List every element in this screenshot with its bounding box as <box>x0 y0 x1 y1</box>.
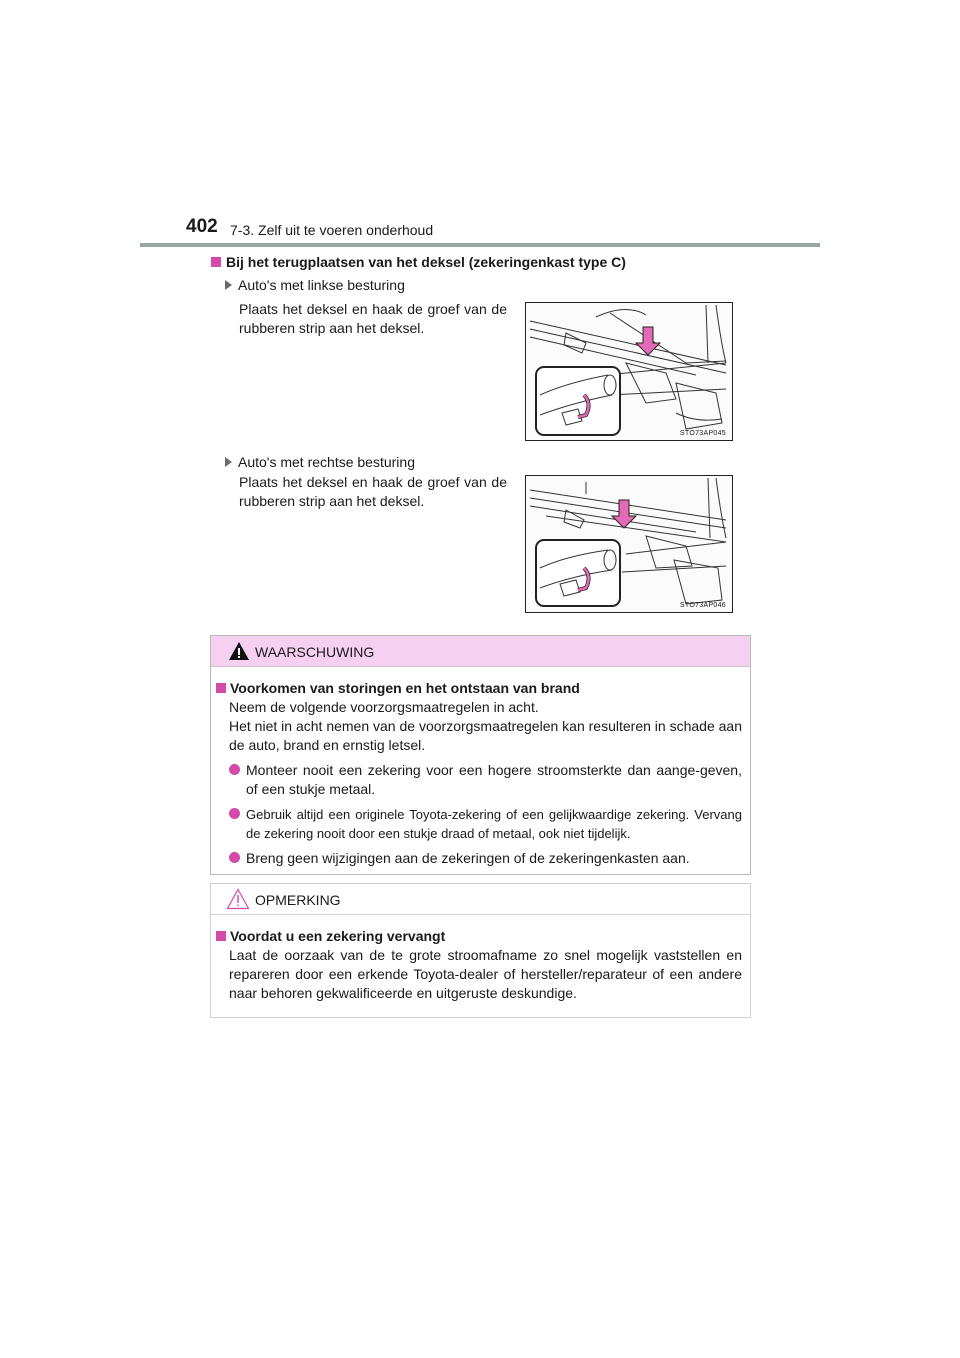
warning-bullet <box>216 849 742 868</box>
round-bullet-icon <box>229 808 240 819</box>
header-rule <box>140 243 820 247</box>
lhd-label: Auto's met linkse besturing <box>238 277 405 293</box>
warning-intro-1: Neem de volgende voorzorgsmaatregelen in acht. <box>229 699 539 715</box>
lhd-figure-code: STO73AP045 <box>679 430 726 437</box>
running-header: 7-3. Zelf uit te voeren onderhoud <box>230 222 434 238</box>
section-heading-text: Bij het terugplaatsen van het deksel (zekeringenkast type C) <box>226 254 626 270</box>
warning-bullet-text: Breng geen wijzigingen aan de zekeringen of de zekeringenkasten aan. <box>246 850 690 866</box>
notice-title: OPMERKING <box>255 892 341 908</box>
triangle-bullet-icon <box>225 457 232 467</box>
rhd-fuse-box-figure <box>525 475 733 613</box>
page-number: 402 <box>186 216 218 237</box>
rhd-subheading <box>225 454 415 470</box>
rhd-instruction: Plaats het deksel en haak de groef van de rubberen strip aan het deksel. <box>239 474 507 509</box>
warning-heading-text: Voorkomen van storingen en het ontstaan van brand <box>230 680 580 696</box>
square-bullet-icon <box>216 931 226 941</box>
warning-content <box>216 679 742 868</box>
warning-box <box>210 635 751 875</box>
warning-bullet-text: Monteer nooit een zekering voor een hogere stroomsterkte dan aange-geven, of een stukje metaal. <box>246 762 742 797</box>
lhd-instruction: Plaats het deksel en haak de groef van de rubberen strip aan het deksel. <box>239 301 507 336</box>
round-bullet-icon <box>229 764 240 775</box>
square-bullet-icon <box>211 257 221 267</box>
warning-intro <box>229 698 742 755</box>
round-bullet-icon <box>229 852 240 863</box>
warning-bullet <box>216 761 742 799</box>
warning-triangle-icon <box>228 641 250 661</box>
notice-heading <box>216 927 742 946</box>
notice-body-block <box>229 946 742 1003</box>
warning-header <box>211 636 750 667</box>
section-heading <box>211 254 626 270</box>
warning-bullet <box>216 805 742 843</box>
rhd-figure-code: STO73AP046 <box>679 602 726 609</box>
notice-content <box>216 927 742 1003</box>
rhd-illustration <box>526 476 732 612</box>
lhd-fuse-box-figure <box>525 302 733 441</box>
square-bullet-icon <box>216 683 226 693</box>
lhd-subheading <box>225 277 405 293</box>
warning-bullet-text: Gebruik altijd een originele Toyota-zekering of een gelijkwaardige zekering. Vervang de zekering nooit door een stukje draad of metaal, ook niet tijdelijk. <box>246 807 742 841</box>
notice-header <box>211 884 750 915</box>
lhd-illustration <box>526 303 732 440</box>
warning-intro-2: Het niet in acht nemen van de voorzorgsmaatregelen kan resulteren in schade aan de auto, brand en ernstig letsel. <box>229 718 742 753</box>
warning-title: WAARSCHUWING <box>255 644 375 660</box>
triangle-bullet-icon <box>225 280 232 290</box>
notice-heading-text: Voordat u een zekering vervangt <box>230 928 446 944</box>
notice-box <box>210 883 751 1018</box>
caution-outline-triangle-icon <box>226 888 250 910</box>
rhd-label: Auto's met rechtse besturing <box>238 454 415 470</box>
warning-heading <box>216 679 742 698</box>
notice-body: Laat de oorzaak van de te grote stroomafname zo snel mogelijk vaststellen en repareren door een erkende Toyota-dealer of hersteller/reparateur of een andere naar behoren gekwalificeerde en uitgeruste deskundige. <box>229 947 742 1001</box>
